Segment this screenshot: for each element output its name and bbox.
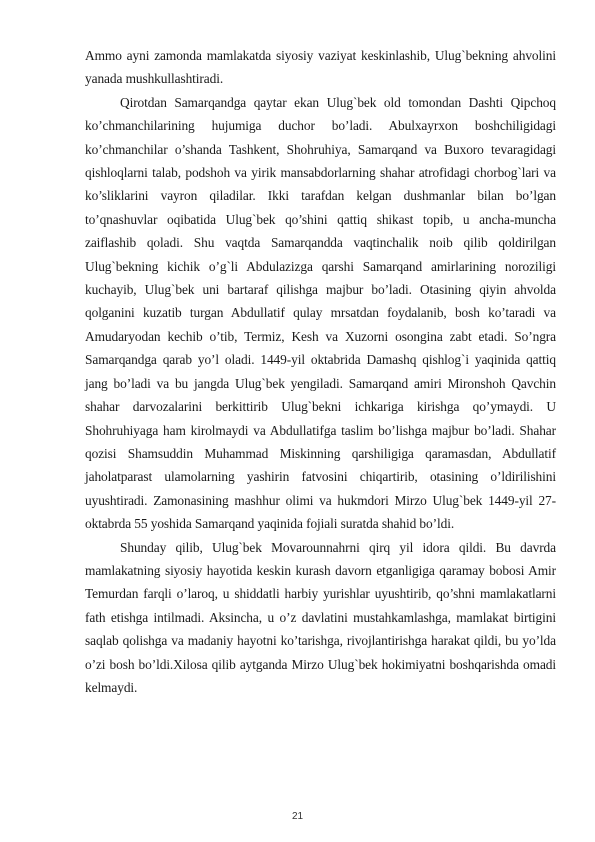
paragraph-2: Qirotdan Samarqandga qaytar ekan Ulug`bek old tomondan Dashti Qipchoq ko’chmanchilarining hujumiga duchor bo’ladi. Abulxayrxon boshchiligidagi ko’chmanchilar o’shanda Tashkent, Shohruhiya, Samarqand va Buxoro tevaragidagi qishloqlarni talab, podshoh va yirik mansabdorlarning shahar atrofidagi chorbog`lari va ko’sliklarini vayron qiladilar. Ikki tarafdan kelgan dushmanlar bilan bo’lgan to’qnashuvlar oqibatida Ulug`bek qo’shini qattiq shikast topib, u ancha-muncha zaiflashib qoladi. Shu vaqtda Samarqandda vaqtinchalik noib qilib qoldirilgan Ulug`bekning kichik o’g`li Abdulazizga qarshi Samarqand amirlarining noroziligi kuchayib, Ulug`bek uni bartaraf qilishga majbur bo’ladi. Otasining qiyin ahvolda qolganini kuzatib turgan Abdullatif qulay mrsatdan foydalanib, bosh ko’taradi va Amudaryodan kechib o’tib, Termiz, Kesh va Xuzorni osongina zabt etadi. So’ngra Samarqandga qarab yo’l oladi. 1449-yil oktabrida Damashq qishlog`i yaqinida qattiq jang bo’ladi va bu jangda Ulug`bek yengiladi. Samarqand amiri Mironshoh Qavchin shahar darvozalarini berkittirib Ulug`bekni ichkariga kirishga qo’ymaydi. U Shohruhiyaga ham kirolmaydi va Abdullatifga taslim bo’lishga majbur bo’ladi. Shahar qozisi Shamsuddin Muhammad Miskinning qarshiligiga qaramasdan, Abdullatif jaholatparast ulamolarning yashirin fatvosini chiqartirib, otasining o’ldirilishini uyushtiradi. Zamonasining mashhur olimi va hukmdori Mirzo Ulug`bek 1449-yil 27-oktabrda 55 yoshida Samarqand yaqinida fojiali suratda shahid bo’ldi. — [85, 94, 556, 532]
paragraph-1: Ammo ayni zamonda mamlakatda siyosiy vaziyat keskinlashib, Ulug`bekning ahvolini yanada mushkullashtiradi. — [85, 48, 556, 87]
document-body — [85, 44, 556, 699]
page-number: 21 — [291, 811, 304, 822]
paragraph-3: Shunday qilib, Ulug`bek Movarounnahrni qirq yil idora qildi. Bu davrda mamlakatning siyosiy hayotida keskin kurash davorn etganligiga qaramay bobosi Amir Temurdan farqli o’laroq, u shiddatli harbiy yurishlar uyushtirib, qo’shni mamlakatlarni fath etishga intilmadi. Aksincha, u o’z davlatini mustahkamlashga, mamlakat birtigini saqlab qolishga va madaniy hayotni ko’tarishga, rivojlantirishga harakat qildi, bu yo’lda o’zi bosh bo’ldi.Xilosa qilib aytganda Mirzo Ulug`bek hokimiyatni boshqarishda omadi kelmaydi. — [85, 539, 556, 695]
